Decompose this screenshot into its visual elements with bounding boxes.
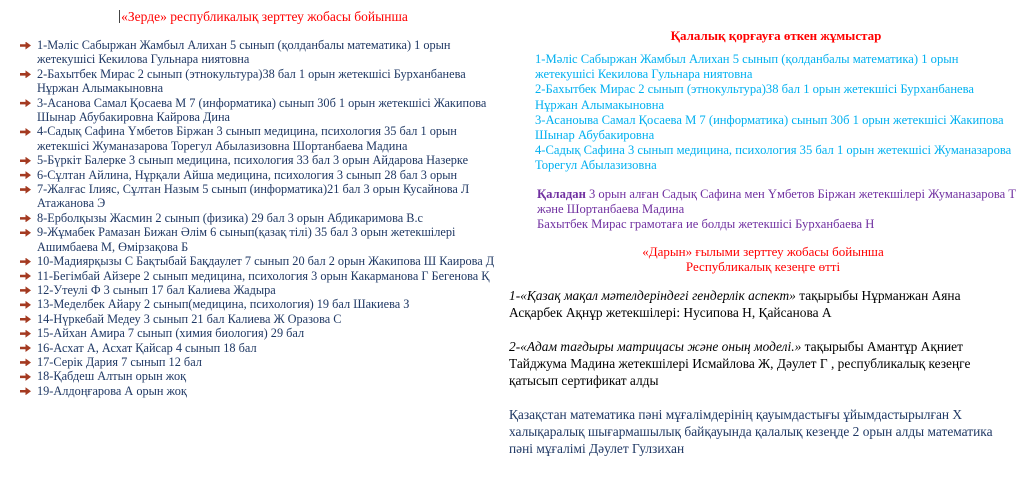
list-item-text: 9-Жұмабек Рамазан Бижан Әлім 6 сынып(қазақ тілі) 35 бал 3 орын жетекшілері Ашимбаева М, Өмірзақова Б: [37, 225, 456, 254]
list-item-text: 2-Бахытбек Мирас 2 сынып (этнокультура)38 бал 1 орын жетекшісі Бурханбанева Нұржан Алымакыновна: [37, 66, 466, 96]
list-item-text: 6-Сұлтан Айлина, Нұрқали Айша медицина, психология 3 сынып 28 бал 3 орын: [37, 167, 458, 182]
text-cursor: [119, 10, 120, 23]
list-item: [20, 269, 507, 283]
city-results-line1: [537, 187, 1017, 217]
list-item: [20, 124, 507, 153]
arrow-bullet-icon: [20, 42, 31, 50]
zerde-section-title: [20, 8, 507, 25]
list-item-text: 1-Мәліс Сабыржан Жамбыл Алихан 5 сынып (қолданбалы математика) 1 орын жетекушісі Кекилова Гульнара ниятовна: [37, 38, 451, 67]
arrow-bullet-icon: [20, 301, 31, 309]
arrow-bullet-icon: [20, 186, 31, 194]
list-item: [20, 384, 507, 398]
list-item: [20, 326, 507, 340]
city-results-rest: 3 орын алған Садық Сафина мен Үмбетов Біржан жетекшілері Жуманазарова Т және Шортанбаева Мадина: [537, 186, 1017, 216]
list-item-text: 15-Айхан Амира 7 сынып (химия биология) 29 бал: [37, 326, 305, 341]
math-contest-note: Қазақстан математика пәні мұғалімдерінің қауымдастығы ұйымдастырылған Х халықаралық шығармашылық байқауында қалалық кезеңде 2 орын алды математика пәні мұғалімі Дәулет Гулзихан: [509, 407, 993, 457]
arrow-bullet-icon: [20, 171, 31, 179]
zerde-section: [20, 8, 507, 398]
city-results-lead: Қаладан: [537, 186, 586, 201]
list-item: [20, 254, 507, 268]
list-item-text: 10-Мадиярқызы С Бақтыбай Бақдаулет 7 сынып 20 бал 2 орын Жакипова Ш Каирова Д: [37, 254, 495, 269]
list-item-text: 5-Бүркіт Балерке 3 сынып медицина, психология 33 бал 3 орын Айдарова Назерке: [37, 153, 469, 168]
list-item-text: 4-Садық Сафина Үмбетов Біржан 3 сынып медицина, психология 35 бал 1 орын жетекшісі Жуманазарова Торегул Абылазизовна Шортанбаева Мадина: [37, 124, 457, 153]
list-item: [20, 153, 507, 167]
list-item-text: 13-Меделбек Айару 2 сынып(медицина, психология) 19 бал Шакиева З: [37, 297, 410, 312]
list-item-text: 18-Қабдеш Алтын орын жоқ: [37, 369, 187, 384]
city-results-note: [509, 187, 1017, 233]
project-2-title: 2-«Адам тағдыры матрицасы және оның моделі.»: [509, 339, 802, 355]
list-item: [20, 283, 507, 297]
arrow-bullet-icon: [20, 258, 31, 266]
list-item-text: 19-Алдоңғарова А орын жоқ: [37, 383, 187, 398]
list-item-text: 7-Жалғас Ілияс, Сұлтан Назым 5 сынып (информатика)21 бал 3 орын Кусайнова Л Атажанова Э: [37, 182, 470, 211]
zerde-winners-list: [20, 38, 507, 398]
arrow-bullet-icon: [20, 315, 31, 323]
list-item-text: 12-Утеулі Ф 3 сынып 17 бал Калиева Жадыра: [37, 282, 276, 297]
list-item: [20, 369, 507, 383]
city-results-line2: Бахытбек Мирас грамотаға ие болды жетекшісі Бурханбаева Н: [537, 217, 875, 232]
list-item: [20, 211, 507, 225]
list-item-text: 17-Серік Дария 7 сынып 12 бал: [37, 354, 202, 369]
project-2-details: тақырыбы Амантұр Ақниет Тайджума Мадина жетекшілері Исмайлова Ж, Дәулет Г , республикалық кезеңге қатысып сертификат алды: [509, 339, 971, 389]
daryn-title-line2: Республикалық кезеңге өтті: [685, 259, 841, 275]
arrow-bullet-icon: [20, 358, 31, 366]
list-item: [20, 355, 507, 369]
list-item: [20, 67, 507, 96]
list-item: [20, 297, 507, 311]
arrow-bullet-icon: [20, 99, 31, 107]
arrow-bullet-icon: [20, 272, 31, 280]
list-item: [20, 225, 507, 254]
list-item: [20, 341, 507, 355]
city-defense-title: Қалалық қорғауға өткен жұмыстар: [670, 28, 882, 43]
list-item-text: 8-Ерболқызы Жасмин 2 сынып (физика) 29 бал 3 орын Абдикаримова В.с: [37, 210, 423, 225]
works-item: 1-Мәліс Сабыржан Жамбыл Алихан 5 сынып (қолданбалы математика) 1 орын жетекушісі Кекилова Гульнара ниятовна: [535, 52, 959, 82]
list-item: [20, 182, 507, 211]
project-1-details: тақырыбы Нұрманжан Аяна Асқарбек Ақнұр жетекшілері: Нусипова Н, Қайсанова А: [509, 288, 961, 321]
arrow-bullet-icon: [20, 286, 31, 294]
zerde-title-text: «Зерде» республикалық зерттеу жобасы бойынша: [121, 9, 408, 24]
arrow-bullet-icon: [20, 128, 31, 136]
daryn-project-1: [509, 287, 1017, 321]
arrow-bullet-icon: [20, 214, 31, 222]
list-item-text: 14-Нүркебай Медеу 3 сынып 21 бал Калиева Ж Оразова С: [37, 311, 342, 326]
list-item-text: 3-Асанова Самал Қосаева М 7 (информатика) сынып 30б 1 орын жетекшісі Жакипова Шынар Абубакировна Кайрова Дина: [37, 95, 487, 125]
arrow-bullet-icon: [20, 373, 31, 381]
daryn-section-title: [509, 244, 1017, 274]
right-column: [509, 28, 1017, 457]
list-item: [20, 168, 507, 182]
daryn-title-line1: «Дарын» ғылыми зерттеу жобасы бойынша: [642, 244, 884, 260]
arrow-bullet-icon: [20, 330, 31, 338]
arrow-bullet-icon: [20, 229, 31, 237]
list-item: [20, 96, 507, 125]
list-item: [20, 38, 507, 67]
list-item-text: 16-Асхат А, Асхат Қайсар 4 сынып 18 бал: [37, 340, 257, 355]
arrow-bullet-icon: [20, 344, 31, 352]
list-item-text: 11-Бегімбай Айзере 2 сынып медицина, психология 3 орын Какарманова Г Бегенова Қ: [37, 268, 490, 283]
works-item: 3-Асаноыва Самал Қосаева М 7 (информатика) сынып 30б 1 орын жетекшісі Жакипова Шынар Абубакировна: [535, 112, 1004, 143]
arrow-bullet-icon: [20, 157, 31, 165]
list-item: [20, 312, 507, 326]
works-item: 4-Садық Сафина 3 сынып медицина, психология 35 бал 1 орын жетекшісі Жуманазарова Торегул Абылазизовна: [535, 143, 1012, 173]
city-defense-list: [535, 52, 1017, 174]
project-1-title: 1-«Қазақ мақал мәтелдеріндегі гендерлік аспект»: [509, 288, 796, 304]
arrow-bullet-icon: [20, 387, 31, 395]
city-defense-section: [509, 28, 1017, 174]
works-item: 2-Бахытбек Мирас 2 сынып (этнокультура)38 бал 1 орын жетекшісі Бурханбанева Нұржан Алымакыновна: [535, 82, 975, 112]
arrow-bullet-icon: [20, 70, 31, 78]
daryn-project-2: [509, 338, 1017, 389]
